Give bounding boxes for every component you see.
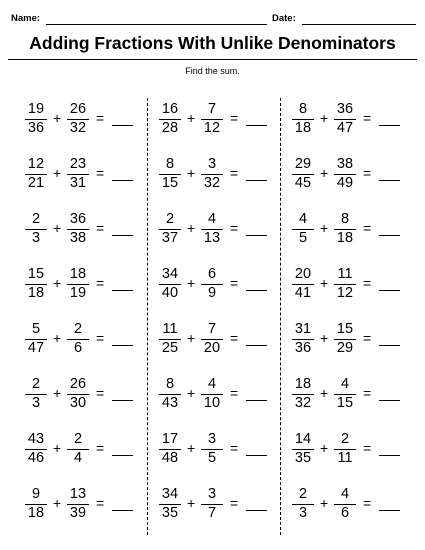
first-fraction — [158, 101, 182, 138]
denominator: 38 — [69, 230, 87, 246]
fraction-problem — [24, 211, 159, 251]
first-fraction — [158, 156, 182, 193]
answer-blank[interactable] — [379, 455, 400, 456]
denominator: 41 — [294, 285, 312, 301]
numerator: 2 — [31, 211, 41, 227]
plus-sign: + — [320, 385, 329, 401]
equals-sign: = — [230, 440, 239, 456]
fraction-problem — [24, 431, 159, 471]
denominator: 29 — [336, 340, 354, 356]
denominator: 18 — [27, 285, 45, 301]
plus-sign: + — [187, 110, 196, 126]
equals-sign: = — [363, 165, 372, 181]
fraction-problem — [291, 321, 425, 361]
denominator: 10 — [203, 395, 221, 411]
first-fraction — [24, 266, 48, 303]
answer-blank[interactable] — [246, 235, 267, 236]
numerator: 26 — [69, 101, 87, 117]
equals-sign: = — [230, 385, 239, 401]
answer-blank[interactable] — [379, 125, 400, 126]
second-fraction — [66, 486, 90, 523]
title-divider — [8, 59, 417, 60]
second-fraction — [333, 211, 357, 248]
numerator: 16 — [161, 101, 179, 117]
fraction-problem — [24, 156, 159, 196]
answer-blank[interactable] — [246, 345, 267, 346]
fraction-problem — [291, 431, 425, 471]
denominator: 9 — [207, 285, 217, 301]
equals-sign: = — [96, 330, 105, 346]
denominator: 25 — [161, 340, 179, 356]
second-fraction — [66, 211, 90, 248]
answer-blank[interactable] — [379, 400, 400, 401]
numerator: 3 — [207, 431, 217, 447]
name-line[interactable] — [46, 24, 267, 25]
denominator: 4 — [73, 450, 83, 466]
equals-sign: = — [96, 220, 105, 236]
denominator: 11 — [337, 450, 353, 466]
denominator: 15 — [161, 175, 179, 191]
numerator: 8 — [340, 211, 350, 227]
equals-sign: = — [230, 495, 239, 511]
numerator: 8 — [165, 376, 175, 392]
numerator: 17 — [161, 431, 179, 447]
second-fraction — [200, 211, 224, 248]
first-fraction — [158, 376, 182, 413]
answer-blank[interactable] — [246, 125, 267, 126]
first-fraction — [158, 266, 182, 303]
denominator: 32 — [294, 395, 312, 411]
fraction-problem — [291, 486, 425, 526]
fraction-problem — [158, 266, 293, 306]
numerator: 19 — [27, 101, 45, 117]
numerator: 36 — [336, 101, 354, 117]
first-fraction — [24, 101, 48, 138]
denominator: 49 — [336, 175, 354, 191]
equals-sign: = — [96, 110, 105, 126]
equals-sign: = — [363, 220, 372, 236]
second-fraction — [333, 431, 357, 468]
equals-sign: = — [96, 165, 105, 181]
first-fraction — [158, 486, 182, 523]
plus-sign: + — [320, 495, 329, 511]
numerator: 2 — [340, 431, 350, 447]
denominator: 6 — [73, 340, 83, 356]
numerator: 2 — [298, 486, 308, 502]
numerator: 15 — [336, 321, 354, 337]
second-fraction — [200, 486, 224, 523]
denominator: 45 — [294, 175, 312, 191]
equals-sign: = — [230, 330, 239, 346]
denominator: 39 — [69, 505, 87, 521]
denominator: 12 — [336, 285, 354, 301]
numerator: 2 — [73, 321, 83, 337]
fraction-problem — [291, 211, 425, 251]
plus-sign: + — [53, 165, 62, 181]
fraction-problem — [291, 376, 425, 416]
denominator: 20 — [203, 340, 221, 356]
fraction-problem — [24, 101, 159, 141]
answer-blank[interactable] — [379, 235, 400, 236]
numerator: 20 — [294, 266, 312, 282]
numerator: 4 — [340, 376, 350, 392]
fraction-problem — [158, 156, 293, 196]
numerator: 34 — [161, 266, 179, 282]
first-fraction — [24, 156, 48, 193]
plus-sign: + — [53, 220, 62, 236]
numerator: 34 — [161, 486, 179, 502]
equals-sign: = — [230, 275, 239, 291]
denominator: 3 — [31, 395, 41, 411]
first-fraction — [24, 321, 48, 358]
date-label: Date: — [272, 13, 296, 24]
second-fraction — [66, 321, 90, 358]
denominator: 47 — [27, 340, 45, 356]
answer-blank[interactable] — [112, 125, 133, 126]
numerator: 7 — [207, 101, 217, 117]
answer-blank[interactable] — [246, 455, 267, 456]
fraction-problem — [158, 376, 293, 416]
name-label: Name: — [11, 13, 41, 24]
denominator: 36 — [27, 120, 45, 136]
plus-sign: + — [53, 275, 62, 291]
numerator: 8 — [298, 101, 308, 117]
second-fraction — [66, 376, 90, 413]
first-fraction — [291, 431, 315, 468]
worksheet-instructions: Find the sum. — [185, 66, 240, 76]
plus-sign: + — [187, 330, 196, 346]
fraction-problem — [24, 321, 159, 361]
first-fraction — [24, 431, 48, 468]
plus-sign: + — [320, 110, 329, 126]
plus-sign: + — [53, 440, 62, 456]
numerator: 11 — [162, 321, 178, 337]
numerator: 31 — [294, 321, 312, 337]
denominator: 30 — [69, 395, 87, 411]
equals-sign: = — [230, 220, 239, 236]
fraction-problem — [158, 321, 293, 361]
plus-sign: + — [187, 385, 196, 401]
first-fraction — [24, 486, 48, 523]
numerator: 18 — [69, 266, 87, 282]
second-fraction — [333, 376, 357, 413]
denominator: 5 — [298, 230, 308, 246]
numerator: 23 — [69, 156, 87, 172]
first-fraction — [24, 376, 48, 413]
denominator: 31 — [69, 175, 87, 191]
denominator: 3 — [31, 230, 41, 246]
first-fraction — [24, 211, 48, 248]
numerator: 14 — [294, 431, 312, 447]
worksheet-title: Adding Fractions With Unlike Denominators — [29, 33, 396, 53]
first-fraction — [291, 211, 315, 248]
first-fraction — [291, 321, 315, 358]
numerator: 9 — [31, 486, 41, 502]
fraction-problem — [24, 486, 159, 526]
numerator: 2 — [165, 211, 175, 227]
second-fraction — [200, 431, 224, 468]
fraction-problem — [291, 101, 425, 141]
numerator: 7 — [207, 321, 217, 337]
answer-blank[interactable] — [112, 180, 133, 181]
first-fraction — [291, 486, 315, 523]
answer-blank[interactable] — [379, 510, 400, 511]
equals-sign: = — [96, 275, 105, 291]
numerator: 4 — [340, 486, 350, 502]
first-fraction — [291, 266, 315, 303]
numerator: 15 — [27, 266, 45, 282]
equals-sign: = — [96, 495, 105, 511]
denominator: 19 — [69, 285, 87, 301]
denominator: 12 — [203, 120, 221, 136]
plus-sign: + — [187, 275, 196, 291]
fraction-problem — [158, 431, 293, 471]
second-fraction — [333, 486, 357, 523]
plus-sign: + — [320, 440, 329, 456]
denominator: 32 — [69, 120, 87, 136]
second-fraction — [66, 101, 90, 138]
plus-sign: + — [320, 330, 329, 346]
plus-sign: + — [187, 495, 196, 511]
denominator: 3 — [298, 505, 308, 521]
plus-sign: + — [53, 110, 62, 126]
second-fraction — [200, 156, 224, 193]
numerator: 18 — [294, 376, 312, 392]
denominator: 36 — [294, 340, 312, 356]
plus-sign: + — [187, 165, 196, 181]
answer-blank[interactable] — [112, 345, 133, 346]
second-fraction — [200, 321, 224, 358]
plus-sign: + — [53, 385, 62, 401]
second-fraction — [333, 101, 357, 138]
answer-blank[interactable] — [112, 400, 133, 401]
fraction-problem — [24, 266, 159, 306]
second-fraction — [333, 321, 357, 358]
numerator: 38 — [336, 156, 354, 172]
denominator: 6 — [340, 505, 350, 521]
numerator: 43 — [27, 431, 45, 447]
numerator: 4 — [298, 211, 308, 227]
date-line[interactable] — [302, 24, 416, 25]
second-fraction — [333, 266, 357, 303]
second-fraction — [200, 376, 224, 413]
equals-sign: = — [363, 440, 372, 456]
answer-blank[interactable] — [379, 290, 400, 291]
plus-sign: + — [53, 495, 62, 511]
answer-blank[interactable] — [246, 180, 267, 181]
answer-blank[interactable] — [112, 235, 133, 236]
denominator: 35 — [294, 450, 312, 466]
denominator: 46 — [27, 450, 45, 466]
numerator: 3 — [207, 486, 217, 502]
equals-sign: = — [96, 440, 105, 456]
numerator: 5 — [31, 321, 41, 337]
numerator: 4 — [207, 376, 217, 392]
second-fraction — [333, 156, 357, 193]
fraction-problem — [291, 156, 425, 196]
denominator: 7 — [207, 505, 217, 521]
numerator: 11 — [337, 266, 353, 282]
numerator: 12 — [27, 156, 45, 172]
numerator: 6 — [207, 266, 217, 282]
denominator: 5 — [207, 450, 217, 466]
answer-blank[interactable] — [379, 180, 400, 181]
second-fraction — [66, 156, 90, 193]
denominator: 21 — [27, 175, 45, 191]
first-fraction — [158, 211, 182, 248]
plus-sign: + — [53, 330, 62, 346]
numerator: 26 — [69, 376, 87, 392]
fraction-problem — [291, 266, 425, 306]
equals-sign: = — [363, 110, 372, 126]
equals-sign: = — [230, 110, 239, 126]
numerator: 13 — [69, 486, 87, 502]
numerator: 8 — [165, 156, 175, 172]
plus-sign: + — [320, 165, 329, 181]
answer-blank[interactable] — [112, 510, 133, 511]
answer-blank[interactable] — [246, 510, 267, 511]
denominator: 35 — [161, 505, 179, 521]
plus-sign: + — [320, 220, 329, 236]
equals-sign: = — [363, 330, 372, 346]
denominator: 48 — [161, 450, 179, 466]
equals-sign: = — [363, 275, 372, 291]
numerator: 3 — [207, 156, 217, 172]
numerator: 2 — [73, 431, 83, 447]
second-fraction — [66, 431, 90, 468]
equals-sign: = — [363, 495, 372, 511]
denominator: 18 — [336, 230, 354, 246]
denominator: 13 — [203, 230, 221, 246]
fraction-problem — [24, 376, 159, 416]
equals-sign: = — [96, 385, 105, 401]
fraction-problem — [158, 211, 293, 251]
numerator: 29 — [294, 156, 312, 172]
denominator: 47 — [336, 120, 354, 136]
denominator: 43 — [161, 395, 179, 411]
numerator: 2 — [31, 376, 41, 392]
denominator: 28 — [161, 120, 179, 136]
answer-blank[interactable] — [379, 345, 400, 346]
denominator: 37 — [161, 230, 179, 246]
denominator: 15 — [336, 395, 354, 411]
first-fraction — [291, 376, 315, 413]
second-fraction — [200, 101, 224, 138]
fraction-problem — [158, 486, 293, 526]
denominator: 32 — [203, 175, 221, 191]
denominator: 18 — [294, 120, 312, 136]
plus-sign: + — [187, 440, 196, 456]
equals-sign: = — [363, 385, 372, 401]
fraction-problem — [158, 101, 293, 141]
numerator: 36 — [69, 211, 87, 227]
answer-blank[interactable] — [112, 290, 133, 291]
denominator: 18 — [27, 505, 45, 521]
answer-blank[interactable] — [112, 455, 133, 456]
plus-sign: + — [320, 275, 329, 291]
second-fraction — [200, 266, 224, 303]
first-fraction — [158, 321, 182, 358]
equals-sign: = — [230, 165, 239, 181]
worksheet-header — [0, 10, 425, 26]
plus-sign: + — [187, 220, 196, 236]
first-fraction — [158, 431, 182, 468]
answer-blank[interactable] — [246, 400, 267, 401]
first-fraction — [291, 156, 315, 193]
first-fraction — [291, 101, 315, 138]
denominator: 40 — [161, 285, 179, 301]
numerator: 4 — [207, 211, 217, 227]
second-fraction — [66, 266, 90, 303]
answer-blank[interactable] — [246, 290, 267, 291]
